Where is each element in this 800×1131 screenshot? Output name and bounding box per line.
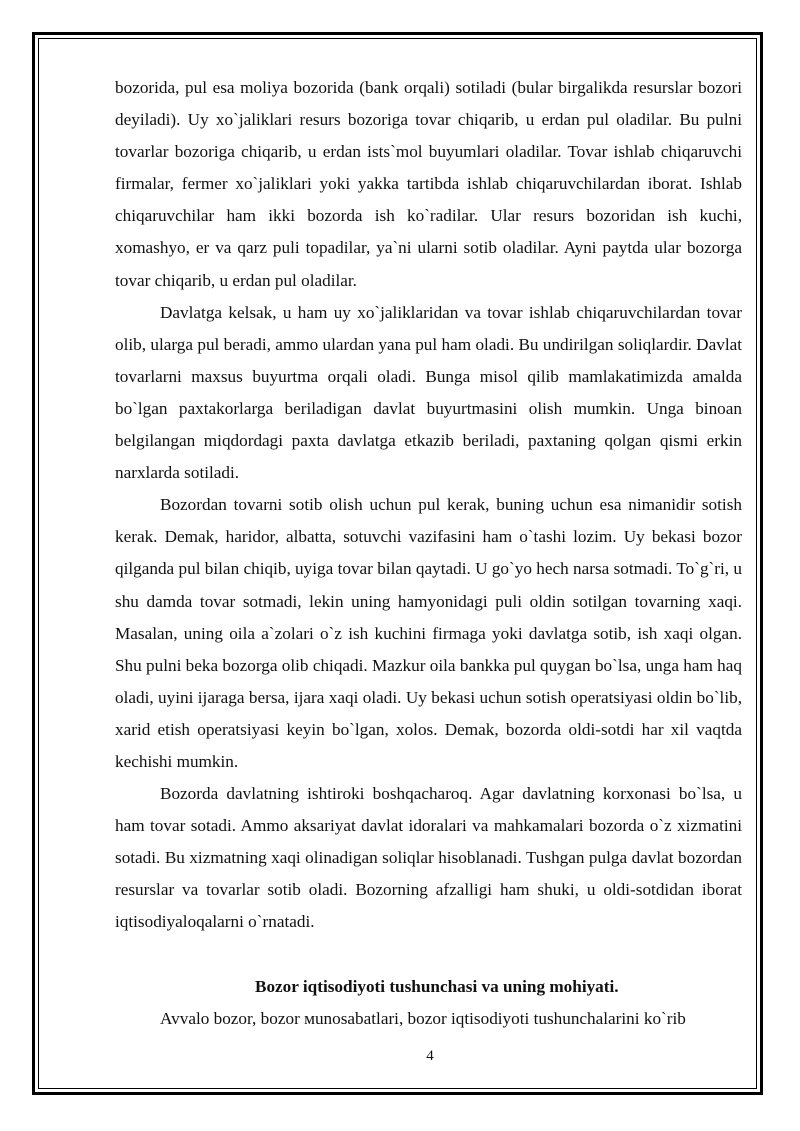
- page-number: 4: [426, 1048, 434, 1064]
- paragraph-4: Bozorda davlatning ishtiroki boshqacharoq. Agar davlatning korxonasi bo`lsa, u ham tovar sotadi. Ammo aksariyat davlat idoralari va mahkamalari bozorda o`z xizmatini sotadi. Bu xizmatning xaqi olinadigan soliqlar hisoblanadi. Tushgan pulga davlat bozordan resurslar va tovarlar sotib oladi. Bozorning afzalligi ham shuki, u oldi-sotdidan iborat iqtisodiyaloqalarni o`rnatadi.: [115, 784, 742, 932]
- paragraph-5: Avvalo bozor, bozor мunosabatlari, bozor iqtisodiyoti tushunchalarini ko`rib: [160, 1008, 686, 1028]
- paragraph-3: Bozordan tovarni sotib olish uchun pul kerak, buning uchun esa nimanidir sotish kerak. Demak, haridor, albatta, sotuvchi vazifasini ham o`tashi lozim. Uy bekasi bozor qilganda pul bilan chiqib, uyiga tovar bilan qaytadi. U go`yo hech narsa sotmadi. To`g`ri, u shu damda tovar sotmadi, lekin uning hamyonidagi puli oldin sotilgan tovarning xaqi. Masalan, uning oila a`zolari o`z ish kuchini firmaga yoki davlatga sotib, ish xaqi olgan. Shu pulni beka bozorga olib chiqadi. Mazkur oila bankka pul quygan bo`lsa, unga ham haq oladi, uyini ijaraga bersa, ijara xaqi oladi. Uy bekasi uchun sotish operatsiyasi oldin bo`lib, xarid etish operatsiyasi keyin bo`lgan, xolos. Demak, bozorda oldi-sotdi har xil vaqtda kechishi mumkin.: [115, 495, 742, 771]
- document-body: [115, 72, 742, 1035]
- paragraph-1: bozorida, pul esa moliya bozorida (bank orqali) sotiladi (bular birgalikda resurslar bozori deyiladi). Uy xo`jaliklari resurs bozoriga tovar chiqarib, u erdan pul oladilar. Bu pulni tovarlar bozoriga chiqarib, u erdan ists`mol buyumlari oladilar. Tovar ishlab chiqaruvchi firmalar, fermer xo`jaliklari yoki yakka tartibda ishlab chiqaruvchilardan iborat. Ishlab chiqaruvchilar ham ikki bozorda ish ko`radilar. Ular resurs bozoridan ish kuchi, xomashyo, er va qarz puli topadilar, ya`ni ularni sotib oladilar. Ayni paytda ular bozorga tovar chiqarib, u erdan pul oladilar.: [115, 78, 742, 290]
- section-heading: Bozor iqtisodiyoti tushunchasi va uning mohiyati.: [255, 976, 619, 996]
- paragraph-2: Davlatga kelsak, u ham uy xo`jaliklaridan va tovar ishlab chiqaruvchilardan tovar olib, ularga pul beradi, ammo ulardan yana pul ham oladi. Bu undirilgan soliqlardir. Davlat tovarlarni maxsus buyurtma orqali oladi. Bunga misol qilib mamlakatimizda amalda bo`lgan paxtakorlarga beriladigan davlat buyurtmasini olish mumkin. Unga binoan belgilangan miqdordagi paxta davlatga etkazib beriladi, paxtaning qolgan qismi erkin narxlarda sotiladi.: [115, 302, 742, 483]
